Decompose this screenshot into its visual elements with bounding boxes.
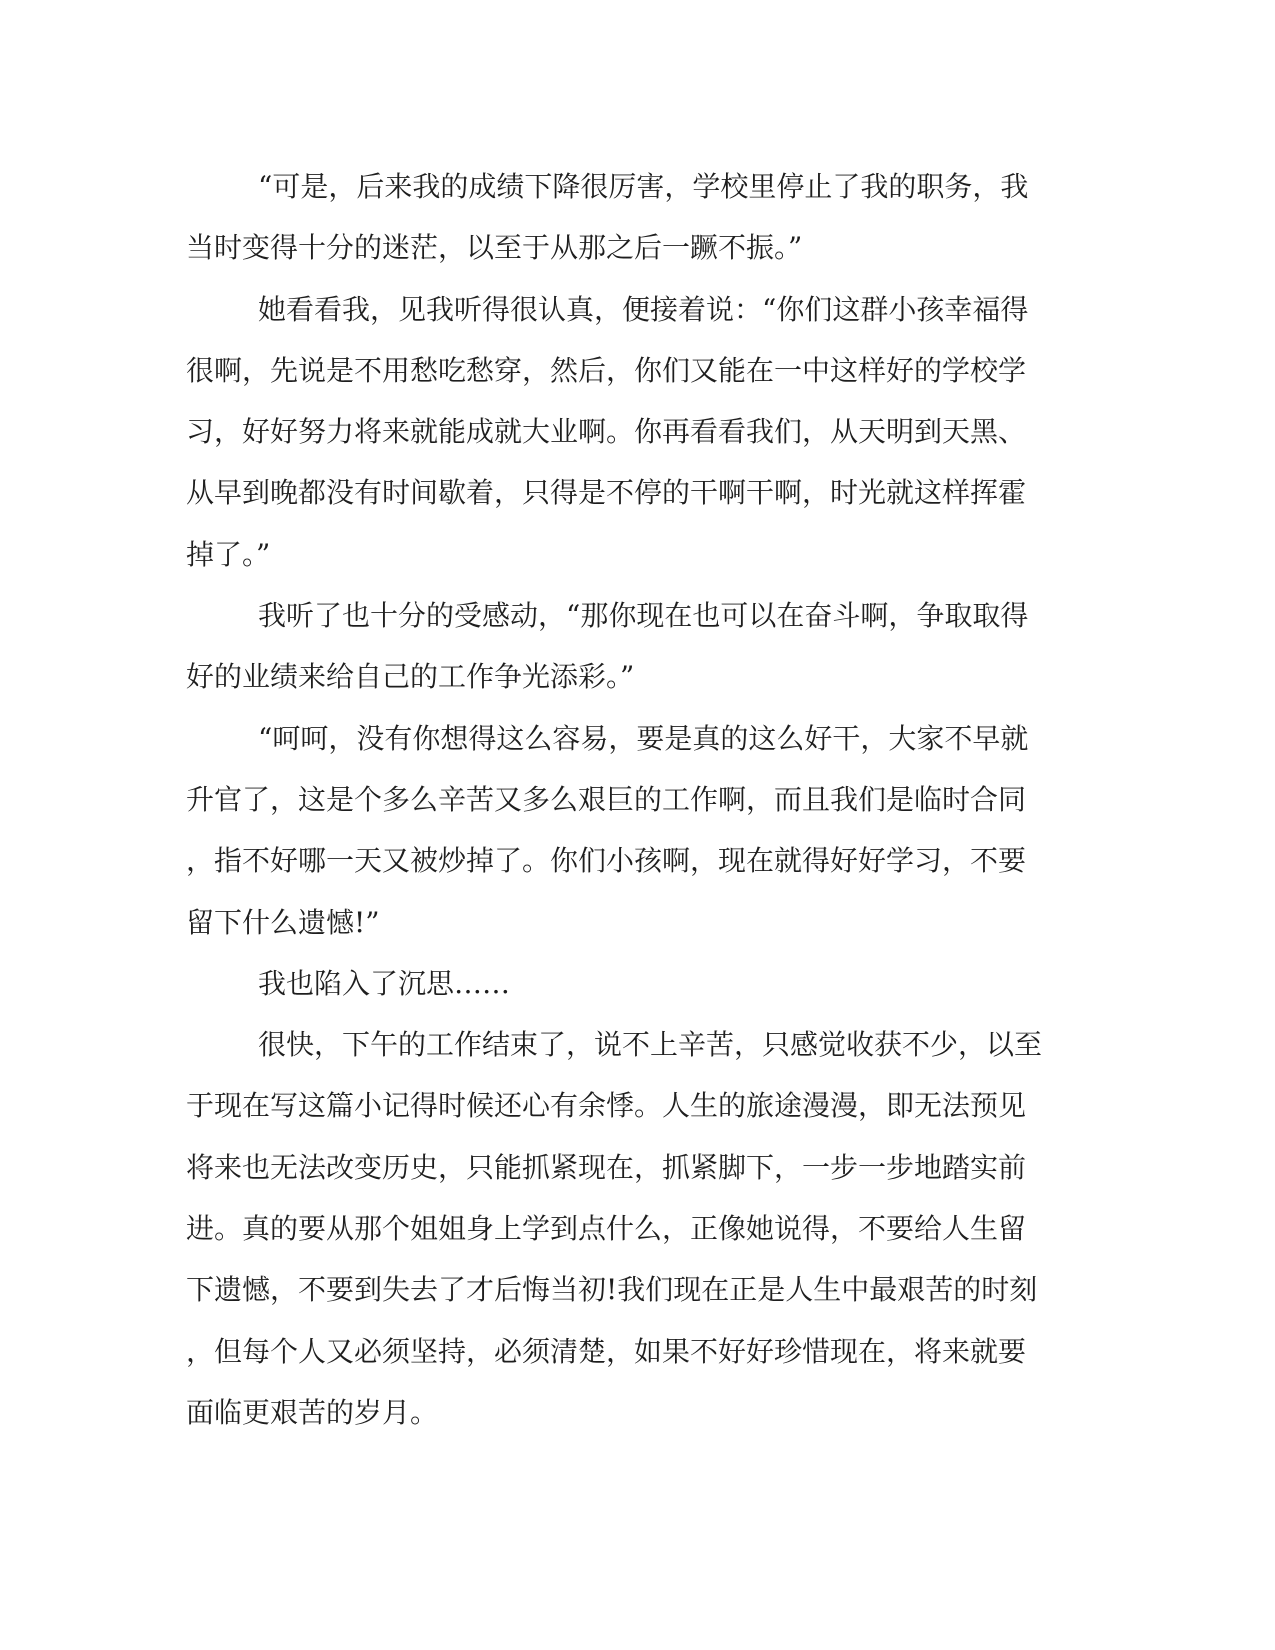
text-line: ，但每个人又必须坚持，必须清楚，如果不好好珍惜现在，将来就要	[186, 1334, 1027, 1368]
text-line: 升官了，这是个多么辛苦又多么艰巨的工作啊，而且我们是临时合同	[186, 782, 1027, 816]
text-line: 我听了也十分的受感动，“那你现在也可以在奋斗啊，争取取得	[258, 599, 1029, 633]
text-line: 当时变得十分的迷茫，以至于从那之后一蹶不振。”	[186, 231, 803, 265]
body-text	[186, 156, 1046, 1443]
text-line: 留下什么遗憾!”	[186, 905, 380, 939]
text-line: 于现在写这篇小记得时候还心有余悸。人生的旅途漫漫，即无法预见	[186, 1089, 1027, 1123]
text-line: 很快，下午的工作结束了，说不上辛苦，只感觉收获不少，以至	[258, 1028, 1043, 1062]
text-line: 掉了。”	[186, 537, 271, 571]
text-line: 我也陷入了沉思……	[258, 966, 511, 1000]
text-line: ，指不好哪一天又被炒掉了。你们小孩啊，现在就得好好学习，不要	[186, 844, 1027, 878]
text-line: 她看看我，见我听得很认真，便接着说：“你们这群小孩幸福得	[258, 292, 1029, 326]
text-line: “可是，后来我的成绩下降很厉害，学校里停止了我的职务，我	[258, 170, 1029, 203]
text-line: 面临更艰苦的岁月。	[186, 1395, 439, 1429]
text-line: 从早到晚都没有时间歇着，只得是不停的干啊干啊，时光就这样挥霍	[186, 476, 1027, 510]
text-line: 好的业绩来给自己的工作争光添彩。”	[186, 660, 635, 694]
text-line: “呵呵，没有你想得这么容易，要是真的这么好干，大家不早就	[258, 721, 1029, 755]
text-line: 下遗憾，不要到失去了才后悔当初!我们现在正是人生中最艰苦的时刻	[186, 1273, 1038, 1307]
text-line: 很啊，先说是不用愁吃愁穿，然后，你们又能在一中这样好的学校学	[186, 353, 1027, 387]
text-line: 进。真的要从那个姐姐身上学到点什么，正像她说得，不要给人生留	[186, 1212, 1027, 1246]
text-line: 将来也无法改变历史，只能抓紧现在，抓紧脚下，一步一步地踏实前	[186, 1150, 1027, 1184]
text-line: 习，好好努力将来就能成就大业啊。你再看看我们，从天明到天黑、	[186, 415, 1027, 449]
